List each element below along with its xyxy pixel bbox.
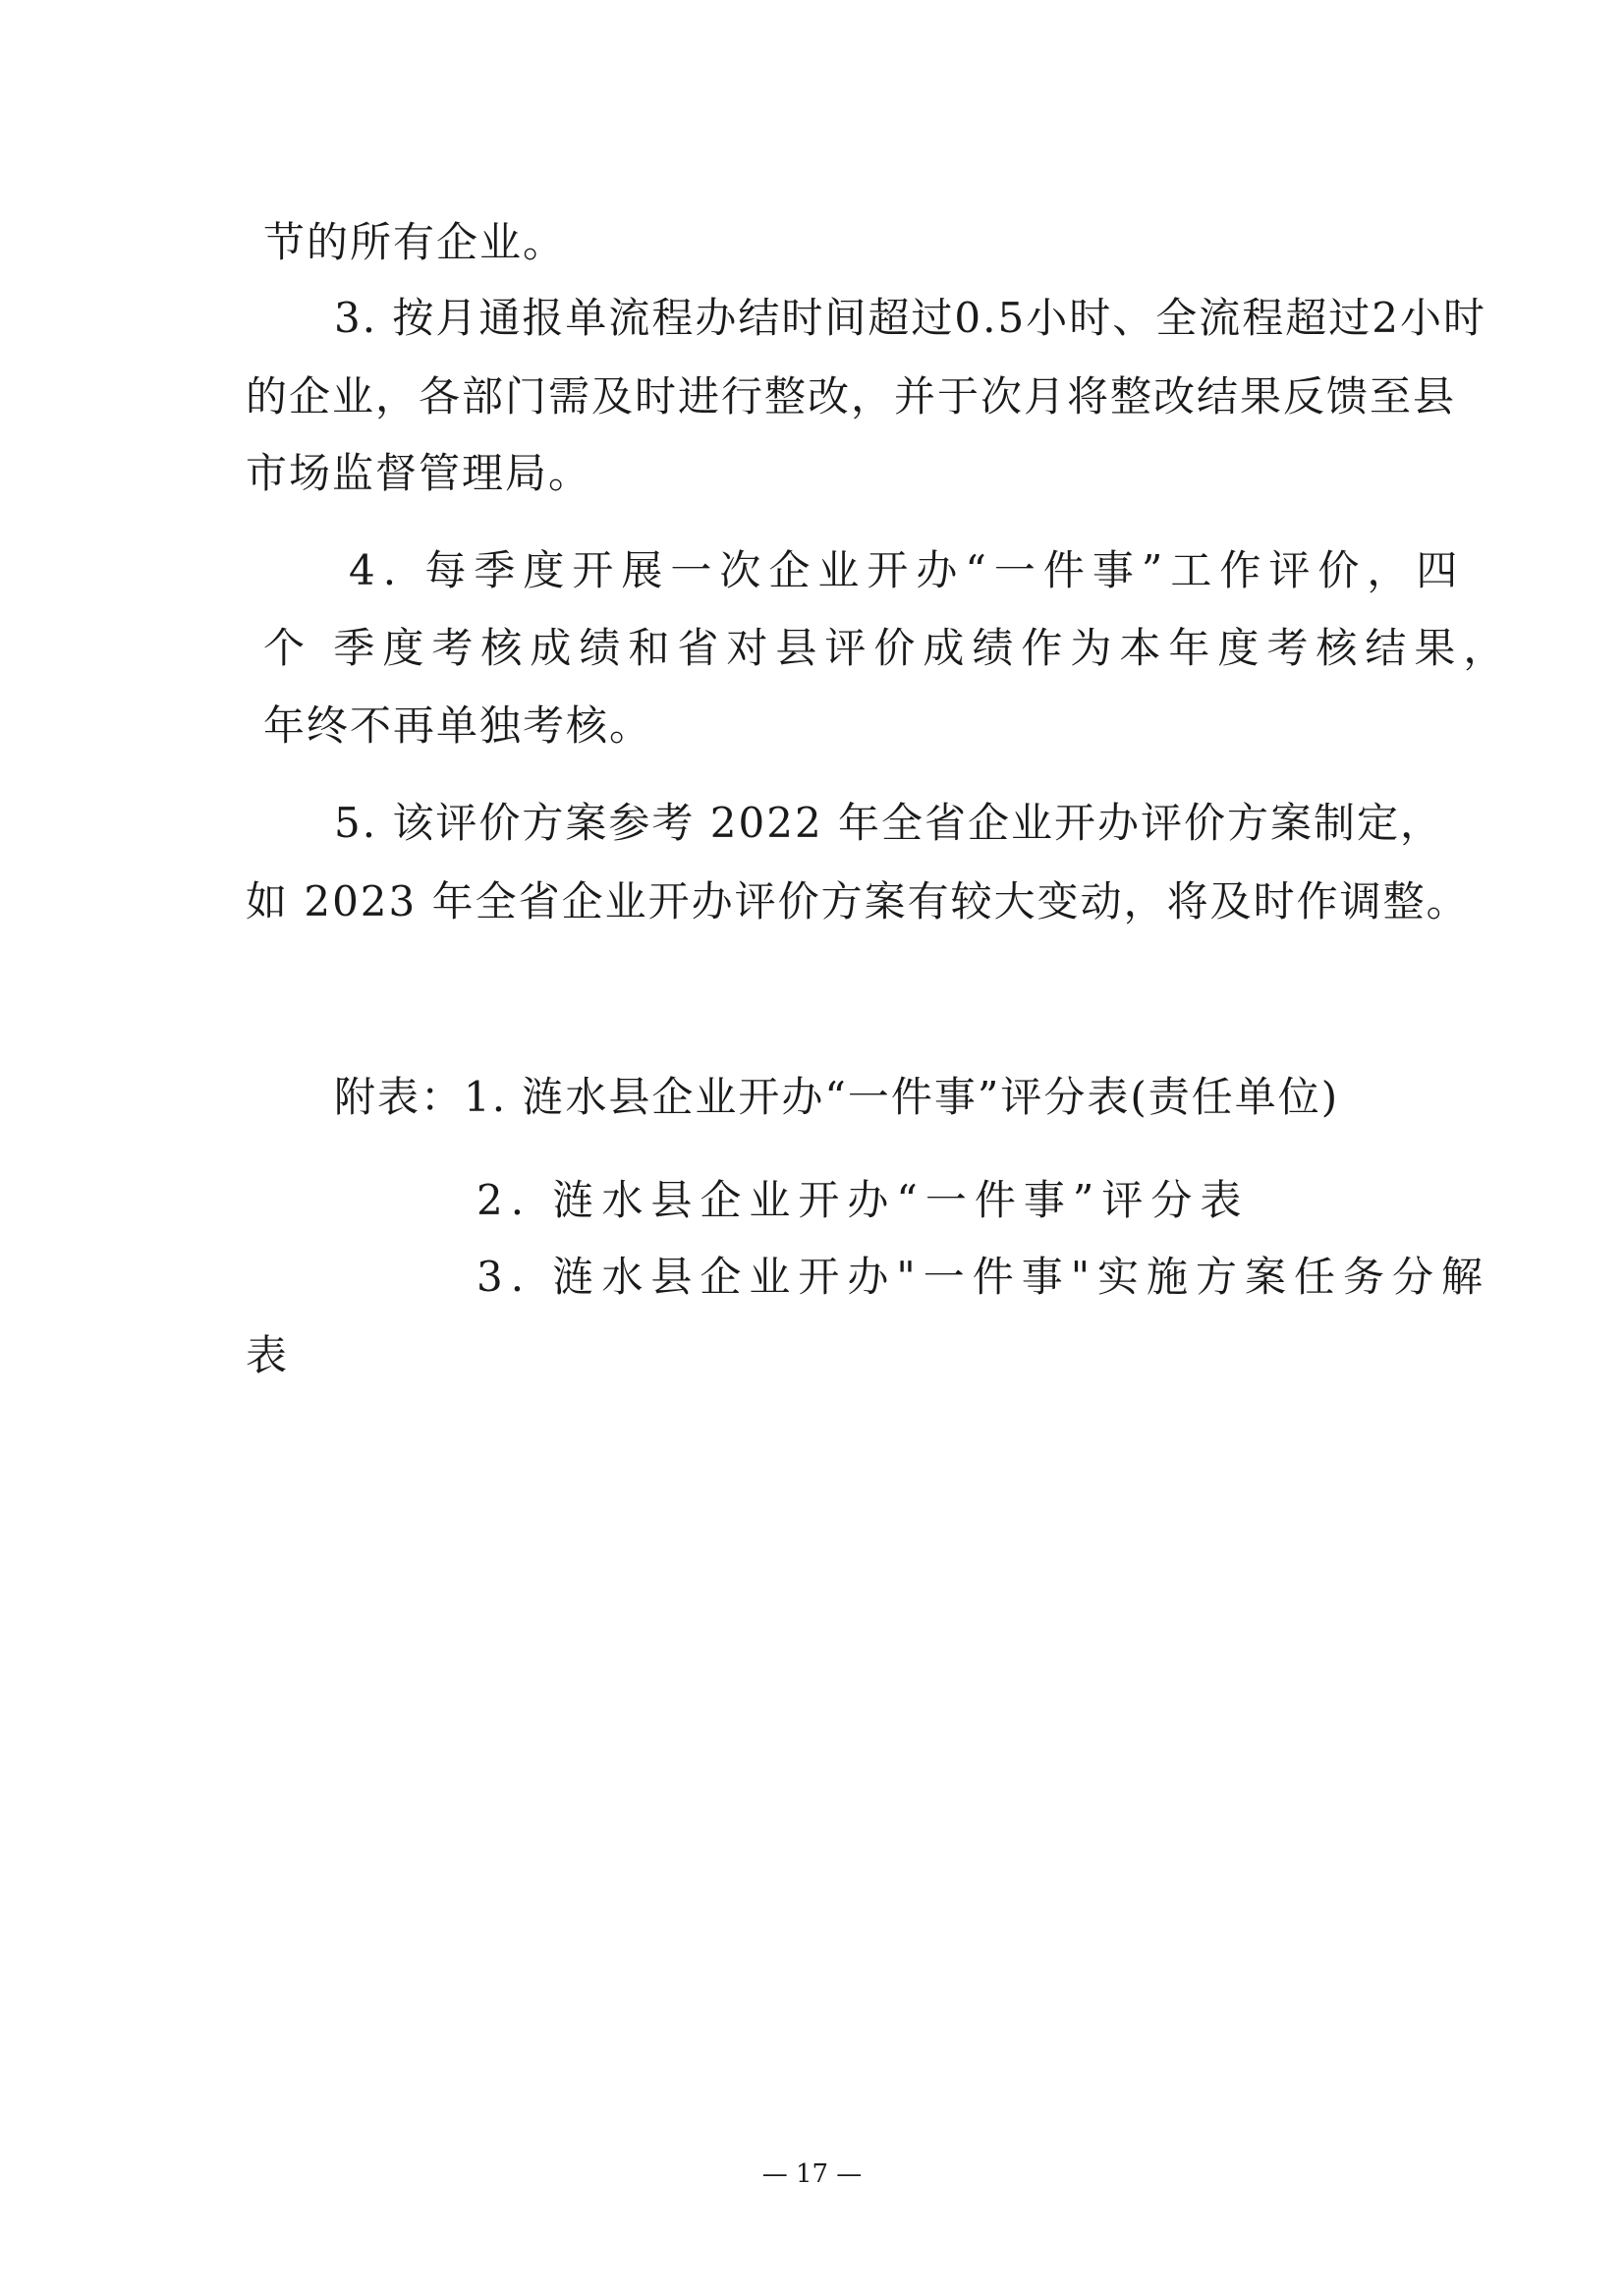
paragraph-4-line-1: 4. 每季度开展一次企业开办“一件事”工作评价，四: [349, 546, 1466, 594]
attachment-3: 3. 涟水县企业开办"一件事"实施方案任务分解: [476, 1253, 1491, 1301]
paragraph-5-line-1: 5. 该评价方案参考 2022 年全省企业开办评价方案制定，: [334, 799, 1444, 847]
paragraph-4-line-3: 年终不再单独考核。: [263, 701, 653, 750]
paragraph-3-line-1: 3. 按月通报单流程办结时间超过0.5小时、全流程超过2小时: [334, 294, 1486, 342]
attachment-2: 2. 涟水县企业开办“一件事”评分表: [476, 1176, 1250, 1224]
paragraph-3-line-3: 市场监督管理局。: [246, 449, 592, 497]
paragraph-5-line-2: 如 2023 年全省企业开办评价方案有较大变动，将及时作调整。: [246, 877, 1470, 925]
attachment-1: 附表：1. 涟水县企业开办“一件事”评分表(责任单位): [334, 1073, 1340, 1121]
attachment-3-continuation: 表: [246, 1331, 290, 1379]
page-number: — 17 —: [761, 2159, 863, 2189]
paragraph-4-line-2: 个 季度考核成绩和省对县评价成绩作为本年度考核结果，: [263, 624, 1513, 672]
paragraph-2-line-end: 节的所有企业。: [263, 218, 567, 266]
paragraph-3-line-2: 的企业，各部门需及时进行整改，并于次月将整改结果反馈至县: [246, 372, 1457, 420]
